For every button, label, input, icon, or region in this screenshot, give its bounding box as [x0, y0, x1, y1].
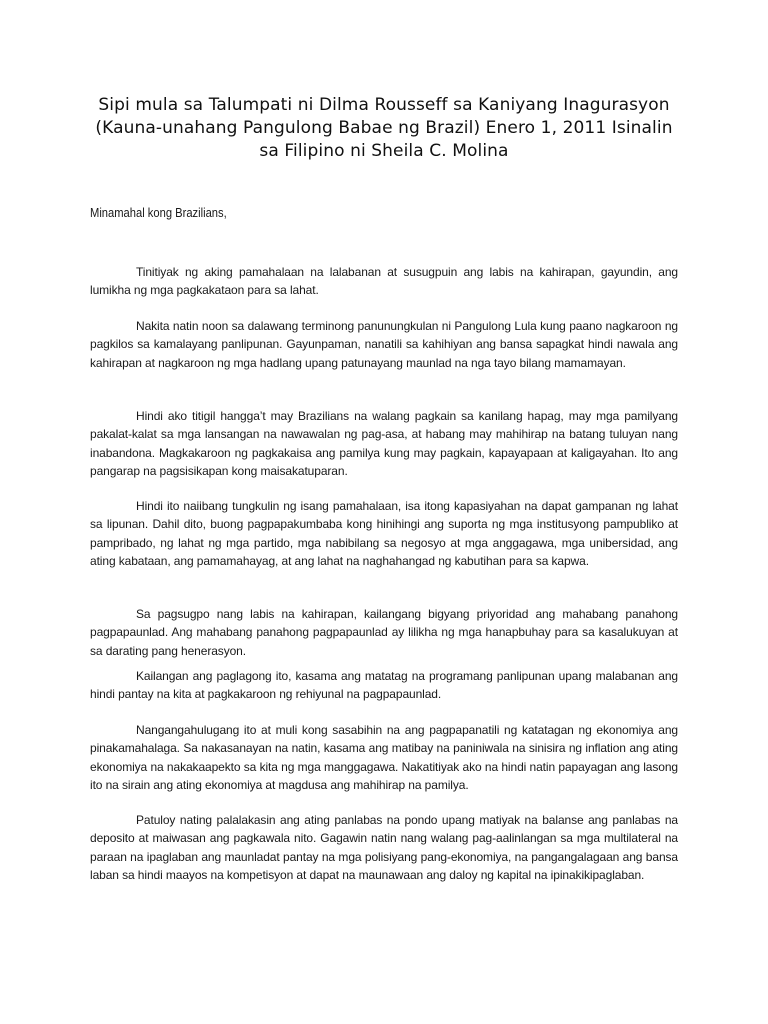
paragraph: Hindi ito naiibang tungkulin ng isang pamahalaan, isa itong kapasiyahan na dapat gampanan ng lahat sa lipunan. Dahil dito, buong pagpapakumbaba kong hinihingi ang suporta ng mga institusyong pampubliko at pampribado, ng lahat ng mga partido, mga nabibilang sa negosyo at mga anggagawa, mga unibersidad, ang ating kabataan, ang pamamahayag, at ang lahat na naghahangad ng kabutihan para sa kapwa. — [90, 499, 678, 569]
title-line: Sipi mula sa Talumpati ni Dilma Rousseff sa Kaniyang Inagurasyon — [98, 95, 670, 115]
title-line: sa Filipino ni Sheila C. Molina — [259, 141, 509, 161]
paragraph: Hindi ako titigil hangga’t may Brazilians na walang pagkain sa kanilang hapag, may mga pamilyang pakalat-kalat sa mga lansangan na nawawalan ng pag-asa, at habang may mahihirap na batang tuluyan nang inabandona. Magkakaroon ng pagkakaisa ang pamilya kung may pagkain, kapayapaan at kaligayahan. Ito ang pangarap na pagsisikapan kong maisakatuparan. — [90, 409, 678, 479]
document-title — [60, 94, 708, 163]
paragraph: Kailangan ang paglagong ito, kasama ang matatag na programang panlipunan upang malabanan ang hindi pantay na kita at pagkakaroon ng rehiyunal na pagpapaunlad. — [90, 669, 678, 702]
paragraph: Tinitiyak ng aking pamahalaan na lalabanan at susugpuin ang labis na kahirapan, gayundin, ang lumikha ng mga pagkakataon para sa lahat. — [90, 265, 678, 298]
paragraph: Nakita natin noon sa dalawang terminong panunungkulan ni Pangulong Lula kung paano nagkaroon ng pagkilos sa kamalayang panlipunan. Gayunpaman, nanatili sa kahihiyan ang bansa sapagkat hindi nawala ang kahirapan at nagkaroon ng mga hadlang upang patunayang maunlad na nga tayo bilang mamamayan. — [90, 319, 678, 370]
paragraph: Patuloy nating palalakasin ang ating panlabas na pondo upang matiyak na balanse ang panlabas na deposito at maiwasan ang pagkawala nito. Gagawin natin nang walang pag-aalinlangan sa mga multilateral na paraan na ipaglaban ang maunladat pantay na mga polisiyang pang-ekonomiya, na pangangalagaan ang bansa laban sa hindi maayos na kompetisyon at dapat na maunawaan ang daloy ng kapital na ipinakikipaglaban. — [90, 813, 678, 883]
title-line: (Kauna-unahang Pangulong Babae ng Brazil) Enero 1, 2011 Isinalin — [95, 118, 673, 138]
paragraph: Nangangahulugang ito at muli kong sasabihin na ang pagpapanatili ng katatagan ng ekonomiya ang pinakamahalaga. Sa nakasanayan na natin, kasama ang matibay na paniniwala na sinisira ng inflation ang ating ekonomiya na nakakaapekto sa kita ng mga manggagawa. Nakatitiyak ako na hindi natin papayagan ang lasong ito na sirain ang ating ekonomiya at magdusa ang mahihirap na pamilya. — [90, 723, 678, 793]
paragraph: Sa pagsugpo nang labis na kahirapan, kailangang bigyang priyoridad ang mahabang panahong pagpapaunlad. Ang mahabang panahong pagpapaunlad ay lilikha ng mga hanapbuhay para sa kasalukuyan at sa darating pang henerasyon. — [90, 607, 678, 658]
salutation: Minamahal kong Brazilians, — [90, 205, 227, 220]
